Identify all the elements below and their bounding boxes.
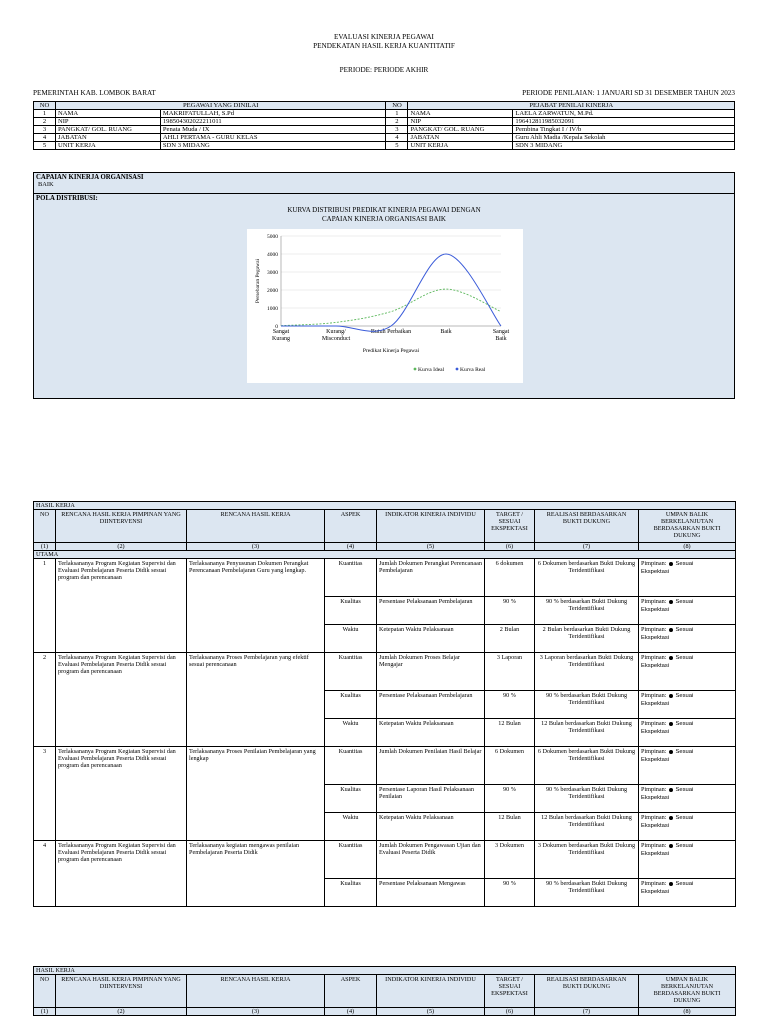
column-header: INDIKATOR KINERJA INDIVIDU [377, 975, 485, 1008]
realisasi-cell: 3 Dokumen berdasarkan Bukti Dukung Teridentifikasi [535, 841, 639, 879]
col-no: NO [34, 102, 56, 110]
row-no: 2 [34, 653, 56, 747]
rencana-pimpinan: Terlaksananya Program Kegiatan Supervisi dan Evaluasi Pembelajaran Peserta Didik sesuai program dan perencanaan [56, 747, 187, 841]
column-number: (4) [325, 1008, 377, 1016]
chart-title-line1: KURVA DISTRIBUSI PREDIKAT KINERJA PEGAWAI DENGAN [287, 206, 481, 214]
bullet-icon [669, 750, 673, 754]
target-cell: 90 % [485, 879, 535, 907]
employee-table [33, 101, 735, 150]
employee-no: 5 [34, 142, 56, 150]
feedback-value: Sesuai [675, 693, 694, 699]
feedback-value-line2: Ekspektasi [641, 823, 670, 829]
x-axis-label: Predikat Kinerja Pegawai [362, 348, 420, 354]
feedback-value-line2: Ekspektasi [641, 635, 670, 641]
bullet-icon [669, 722, 673, 726]
bullet-icon [669, 562, 673, 566]
feedback-label: Pimpinan: [641, 626, 667, 633]
target-cell: 6 dokumen [485, 559, 535, 597]
assessment-period: PERIODE PENILAIAN: 1 JANUARI SD 31 DESEMBER TAHUN 2023 [522, 89, 735, 97]
x-tick-label: Baik [440, 329, 452, 335]
feedback-value: Sesuai [675, 721, 694, 727]
feedback-cell [639, 625, 736, 653]
hasil-kerja-title-row [34, 967, 736, 975]
feedback-cell [639, 719, 736, 747]
rencana-pimpinan: Terlaksananya Program Kegiatan Supervisi dan Evaluasi Pembelajaran Peserta Didik sesuai program dan perencanaan [56, 653, 187, 747]
assessor-label: NIP [408, 118, 513, 126]
column-header: RENCANA HASIL KERJA [187, 510, 325, 543]
realisasi-cell: 90 % berdasarkan Bukti Dukung Teridentifikasi [535, 879, 639, 907]
y-tick-label: 5000 [267, 234, 278, 240]
feedback-value: Sesuai [675, 561, 694, 567]
target-cell: 3 Laporan [485, 653, 535, 691]
distribution-chart [247, 229, 523, 383]
feedback-value-line2: Ekspektasi [641, 729, 670, 735]
employee-label: NAMA [55, 110, 160, 118]
indikator-cell: Jumlah Dokumen Penilaian Hasil Belajar [377, 747, 485, 785]
doc-title: EVALUASI KINERJA PEGAWAI [334, 33, 434, 41]
assessor-no: 2 [386, 118, 408, 126]
bullet-icon [669, 694, 673, 698]
hasil-kerja-table [33, 501, 736, 907]
feedback-label: Pimpinan: [641, 598, 667, 605]
column-number: (3) [187, 543, 325, 551]
assessor-value: 196412811985032091 [513, 118, 735, 126]
employee-value: SDN 3 MIDANG [160, 142, 386, 150]
pola-title: POLA DISTRIBUSI: [36, 195, 98, 202]
target-cell: 90 % [485, 691, 535, 719]
hasil-kerja-table-continued [33, 966, 736, 1016]
employee-no: 4 [34, 134, 56, 142]
assessor-value: Guru Ahli Madia /Kepala Sekolah [513, 134, 735, 142]
feedback-value: Sesuai [675, 843, 694, 849]
aspek-cell: Kualitas [325, 691, 377, 719]
realisasi-cell: 12 Bulan berdasarkan Bukti Dukung Teridentifikasi [535, 719, 639, 747]
feedback-cell [639, 813, 736, 841]
feedback-value-line2: Ekspektasi [641, 607, 670, 613]
aspek-cell: Waktu [325, 813, 377, 841]
indikator-cell: Persentase Pelaksanaan Mengawas [377, 879, 485, 907]
aspek-cell: Kuantitas [325, 653, 377, 691]
hasil-kerja-header-row [34, 975, 736, 1008]
rencana-pimpinan: Terlaksananya Program Kegiatan Supervisi dan Evaluasi Pembelajaran Peserta Didik sesuai program dan perencanaan [56, 559, 187, 653]
feedback-value-line2: Ekspektasi [641, 889, 670, 895]
feedback-value: Sesuai [675, 815, 694, 821]
realisasi-cell: 3 Laporan berdasarkan Bukti Dukung Teridentifikasi [535, 653, 639, 691]
indikator-cell: Ketepatan Waktu Pelaksanaan [377, 813, 485, 841]
employee-label: NIP [55, 118, 160, 126]
column-header: UMPAN BALIK BERKELANJUTAN BERDASARKAN BUKTI DUKUNG [639, 510, 736, 543]
hasil-kerja-title: HASIL KERJA [34, 967, 736, 975]
aspek-cell: Waktu [325, 625, 377, 653]
feedback-cell [639, 841, 736, 879]
assessor-value: Pembina Tingkat I / IV/b [513, 126, 735, 134]
employee-row [34, 142, 735, 150]
feedback-cell [639, 747, 736, 785]
feedback-value: Sesuai [675, 881, 694, 887]
column-number: (3) [187, 1008, 325, 1016]
column-header: RENCANA HASIL KERJA PIMPINAN YANG DIINTERVENSI [56, 975, 187, 1008]
bullet-icon [669, 844, 673, 848]
column-number: (4) [325, 543, 377, 551]
employee-label: PANGKAT/ GOL. RUANG [55, 126, 160, 134]
column-number: (7) [535, 543, 639, 551]
y-tick-label: 0 [275, 324, 278, 330]
column-number-row [34, 543, 736, 551]
column-header: RENCANA HASIL KERJA PIMPINAN YANG DIINTERVENSI [56, 510, 187, 543]
x-tick-label: Sangat Kurang [272, 329, 290, 342]
capaian-title: CAPAIAN KINERJA ORGANISASI [36, 174, 144, 181]
feedback-cell [639, 653, 736, 691]
indikator-cell: Jumlah Dokumen Proses Belajar Mengajar [377, 653, 485, 691]
rencana-hasil-kerja: Terlaksananya Proses Penilaian Pembelajaran yang lengkap [187, 747, 325, 841]
bullet-icon [669, 628, 673, 632]
feedback-cell [639, 597, 736, 625]
y-tick-label: 2000 [267, 288, 278, 294]
rencana-pimpinan: Terlaksananya Program Kegiatan Supervisi dan Evaluasi Pembelajaran Peserta Didik sesuai program dan perencanaan [56, 841, 187, 907]
y-axis-label: Persebaran Pegawai [255, 258, 261, 304]
feedback-label: Pimpinan: [641, 560, 667, 567]
rencana-hasil-kerja: Terlaksananya kegiatan mengawas penilaian Pembelajaran Peserta Didik [187, 841, 325, 907]
distribution-chart-svg [247, 229, 523, 383]
bullet-icon [669, 788, 673, 792]
column-header: ASPEK [325, 510, 377, 543]
feedback-label: Pimpinan: [641, 748, 667, 755]
indikator-cell: Persentase Laporan Hasil Pelaksanaan Penilaian [377, 785, 485, 813]
column-header: TARGET / SESUAI EKSPEKTASI [485, 510, 535, 543]
feedback-label: Pimpinan: [641, 880, 667, 887]
rencana-hasil-kerja: Terlaksananya Penyusunan Dokumen Perangkat Perencanaan Pembelajaran Guru yang lengkap. [187, 559, 325, 653]
realisasi-cell: 6 Dokumen berdasarkan Bukti Dukung Teridentifikasi [535, 747, 639, 785]
feedback-label: Pimpinan: [641, 720, 667, 727]
assessor-no: 4 [386, 134, 408, 142]
aspek-cell: Kuantitas [325, 841, 377, 879]
employee-header-row [34, 102, 735, 110]
feedback-value-line2: Ekspektasi [641, 569, 670, 575]
section-row [34, 551, 736, 559]
bullet-icon [669, 600, 673, 604]
column-header: TARGET / SESUAI EKSPEKTASI [485, 975, 535, 1008]
employee-row [34, 110, 735, 118]
indikator-cell: Persentase Pelaksanaan Pembelajaran [377, 597, 485, 625]
pola-panel [33, 193, 735, 399]
table-row [34, 747, 736, 785]
column-number: (8) [639, 543, 736, 551]
column-number: (2) [56, 543, 187, 551]
bullet-icon [669, 656, 673, 660]
x-tick-label: Sangat Baik [492, 329, 510, 342]
feedback-cell [639, 879, 736, 907]
realisasi-cell: 6 Dokumen berdasarkan Bukti Dukung Teridentifikasi [535, 559, 639, 597]
y-tick-label: 1000 [267, 306, 278, 312]
realisasi-cell: 90 % berdasarkan Bukti Dukung Teridentifikasi [535, 691, 639, 719]
employee-row [34, 118, 735, 126]
col-no: NO [386, 102, 408, 110]
column-header: REALISASI BERDASARKAN BUKTI DUKUNG [535, 510, 639, 543]
column-number: (2) [56, 1008, 187, 1016]
section-label: UTAMA [34, 551, 736, 559]
employee-row [34, 134, 735, 142]
table-row [34, 653, 736, 691]
column-header: REALISASI BERDASARKAN BUKTI DUKUNG [535, 975, 639, 1008]
capaian-panel [33, 172, 735, 194]
assessor-label: JABATAN [408, 134, 513, 142]
employee-value: MAKRIFATULLAH, S.Pd [160, 110, 386, 118]
indikator-cell: Persentase Pelaksanaan Pembelajaran [377, 691, 485, 719]
aspek-cell: Kualitas [325, 597, 377, 625]
target-cell: 6 Dokumen [485, 747, 535, 785]
hasil-kerja-header-row [34, 510, 736, 543]
rencana-hasil-kerja: Terlaksananya Proses Pembelajaran yang efektif sesuai perencanaan [187, 653, 325, 747]
bullet-icon [669, 816, 673, 820]
employee-value: AHLI PERTAMA - GURU KELAS [160, 134, 386, 142]
assessor-label: NAMA [408, 110, 513, 118]
doc-subtitle: PENDEKATAN HASIL KERJA KUANTITATIF [313, 42, 455, 50]
capaian-value: BAIK [38, 181, 54, 188]
employee-value: 198504302022211011 [160, 118, 386, 126]
column-number: (1) [34, 1008, 56, 1016]
column-number: (5) [377, 543, 485, 551]
indikator-cell: Jumlah Dokumen Perangkat Perencanaan Pembelajaran [377, 559, 485, 597]
feedback-cell [639, 691, 736, 719]
feedback-value-line2: Ekspektasi [641, 851, 670, 857]
y-tick-label: 4000 [267, 252, 278, 258]
row-no: 4 [34, 841, 56, 907]
target-cell: 12 Bulan [485, 719, 535, 747]
aspek-cell: Kualitas [325, 785, 377, 813]
target-cell: 3 Dokumen [485, 841, 535, 879]
target-cell: 12 Bulan [485, 813, 535, 841]
assessor-value: SDN 3 MIDANG [513, 142, 735, 150]
column-number-row [34, 1008, 736, 1016]
assessor-no: 3 [386, 126, 408, 134]
employee-value: Penata Muda / IX [160, 126, 386, 134]
assessor-label: UNIT KERJA [408, 142, 513, 150]
feedback-value-line2: Ekspektasi [641, 663, 670, 669]
feedback-value-line2: Ekspektasi [641, 795, 670, 801]
feedback-label: Pimpinan: [641, 786, 667, 793]
column-header: NO [34, 510, 56, 543]
employee-label: JABATAN [55, 134, 160, 142]
doc-period: PERIODE: PERIODE AKHIR [339, 66, 429, 74]
column-number: (6) [485, 1008, 535, 1016]
col-pejabat: PEJABAT PENILAI KINERJA [408, 102, 735, 110]
column-header: ASPEK [325, 975, 377, 1008]
employee-label: UNIT KERJA [55, 142, 160, 150]
feedback-label: Pimpinan: [641, 814, 667, 821]
realisasi-cell: 90 % berdasarkan Bukti Dukung Teridentifikasi [535, 597, 639, 625]
column-header: RENCANA HASIL KERJA [187, 975, 325, 1008]
feedback-value: Sesuai [675, 749, 694, 755]
aspek-cell: Kuantitas [325, 747, 377, 785]
aspek-cell: Kuantitas [325, 559, 377, 597]
column-header: UMPAN BALIK BERKELANJUTAN BERDASARKAN BUKTI DUKUNG [639, 975, 736, 1008]
column-number: (6) [485, 543, 535, 551]
y-tick-label: 3000 [267, 270, 278, 276]
legend-marker [456, 368, 459, 371]
employee-row [34, 126, 735, 134]
series-line [281, 289, 501, 326]
row-no: 3 [34, 747, 56, 841]
feedback-value-line2: Ekspektasi [641, 757, 670, 763]
aspek-cell: Waktu [325, 719, 377, 747]
col-pegawai: PEGAWAI YANG DINILAI [55, 102, 386, 110]
column-number: (7) [535, 1008, 639, 1016]
indikator-cell: Jumlah Dokumen Pengawasan Ujian dan Evaluasi Peserta Didik [377, 841, 485, 879]
hasil-kerja-title: HASIL KERJA [34, 502, 736, 510]
column-header: NO [34, 975, 56, 1008]
legend-entry: Kurva Real [460, 367, 486, 373]
feedback-label: Pimpinan: [641, 842, 667, 849]
column-number: (5) [377, 1008, 485, 1016]
bullet-icon [669, 882, 673, 886]
x-tick-label: Butuh Perbaikan [370, 329, 412, 335]
feedback-label: Pimpinan: [641, 692, 667, 699]
x-tick-label: Kurang/ Misconduct [321, 329, 351, 342]
realisasi-cell: 90 % berdasarkan Bukti Dukung Teridentifikasi [535, 785, 639, 813]
hasil-kerja-title-row [34, 502, 736, 510]
assessor-no: 1 [386, 110, 408, 118]
feedback-value: Sesuai [675, 655, 694, 661]
chart-title-line2: CAPAIAN KINERJA ORGANISASI BAIK [321, 215, 446, 223]
target-cell: 90 % [485, 597, 535, 625]
assessor-label: PANGKAT/ GOL. RUANG [408, 126, 513, 134]
target-cell: 90 % [485, 785, 535, 813]
feedback-cell [639, 559, 736, 597]
indikator-cell: Ketepatan Waktu Pelaksanaan [377, 719, 485, 747]
feedback-value-line2: Ekspektasi [641, 701, 670, 707]
employee-no: 2 [34, 118, 56, 126]
feedback-label: Pimpinan: [641, 654, 667, 661]
assessor-value: LAELA ZARWATUN, M.Pd. [513, 110, 735, 118]
employee-no: 1 [34, 110, 56, 118]
target-cell: 2 Bulan [485, 625, 535, 653]
column-number: (8) [639, 1008, 736, 1016]
legend-marker [414, 368, 417, 371]
table-row [34, 841, 736, 879]
assessor-no: 5 [386, 142, 408, 150]
feedback-value: Sesuai [675, 599, 694, 605]
series-line [281, 254, 501, 331]
table-row [34, 559, 736, 597]
row-no: 1 [34, 559, 56, 653]
realisasi-cell: 2 Bulan berdasarkan Bukti Dukung Teridentifikasi [535, 625, 639, 653]
feedback-cell [639, 785, 736, 813]
feedback-value: Sesuai [675, 627, 694, 633]
feedback-value: Sesuai [675, 787, 694, 793]
aspek-cell: Kualitas [325, 879, 377, 907]
indikator-cell: Ketepatan Waktu Pelaksanaan [377, 625, 485, 653]
column-number: (1) [34, 543, 56, 551]
realisasi-cell: 12 Bulan berdasarkan Bukti Dukung Teridentifikasi [535, 813, 639, 841]
column-header: INDIKATOR KINERJA INDIVIDU [377, 510, 485, 543]
institution: PEMERINTAH KAB. LOMBOK BARAT [33, 89, 156, 97]
legend-entry: Kurva Ideal [418, 367, 445, 373]
employee-no: 3 [34, 126, 56, 134]
